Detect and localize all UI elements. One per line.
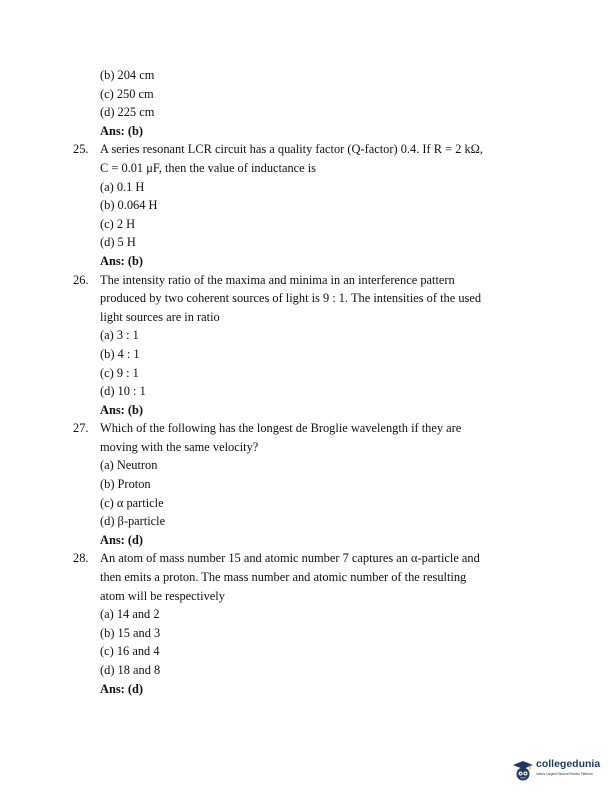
q28-option-d: (d) 18 and 8 <box>100 663 161 677</box>
q25-stem-line-1 <box>0 140 612 159</box>
q27-text-1: Which of the following has the longest de Broglie wavelength if they are <box>100 421 462 436</box>
q28-answer: Ans: (d) <box>100 681 144 696</box>
q25-answer: Ans: (b) <box>100 253 144 268</box>
q25-option-c: (c) 2 H <box>100 216 136 231</box>
q24-option-c: (c) 250 cm <box>100 86 154 101</box>
q26-option-a: (a) 3 : 1 <box>100 328 139 343</box>
q26-text-1: The intensity ratio of the maxima and minima in an interference pattern <box>100 272 455 287</box>
graduate-mascot-icon <box>512 760 534 782</box>
q28-option-b: (b) 15 and 3 <box>100 625 161 640</box>
q24-option-d: (d) 225 cm <box>100 105 155 120</box>
q26-answer: Ans: (b) <box>100 402 144 417</box>
q28-option-a: (a) 14 and 2 <box>100 607 160 622</box>
q26-option-c: (c) 9 : 1 <box>100 365 139 380</box>
q26-option-b: (b) 4 : 1 <box>100 346 140 361</box>
q27-option-b: (b) Proton <box>100 477 151 492</box>
q26-stem-line-2: produced by two coherent sources of light is 9 : 1. The intensities of the used <box>100 291 482 306</box>
q25-option-d: (d) 5 H <box>100 235 136 250</box>
q26-stem-line-3: light sources are in ratio <box>100 309 220 324</box>
q28-number: 28. <box>73 551 89 566</box>
q26-option-d: (d) 10 : 1 <box>100 384 146 399</box>
q24-answer: Ans: (b) <box>100 123 144 138</box>
q27-stem-line-1 <box>0 419 612 438</box>
q28-stem-line-1 <box>0 549 612 568</box>
q27-option-d: (d) β-particle <box>100 514 166 529</box>
q28-option-c: (c) 16 and 4 <box>100 644 160 659</box>
collegedunia-logo <box>512 756 610 784</box>
q27-option-a: (a) Neutron <box>100 458 158 473</box>
q27-answer: Ans: (d) <box>100 532 144 547</box>
q26-stem-line-1 <box>0 271 612 290</box>
q27-stem-line-2: moving with the same velocity? <box>100 439 259 454</box>
brand-tagline: India's Largest Student Review Platform <box>536 772 593 776</box>
q27-number: 27. <box>73 421 89 436</box>
q25-stem-line-2: C = 0.01 μF, then the value of inductance is <box>100 160 317 175</box>
q25-number: 25. <box>73 142 89 157</box>
q25-option-b: (b) 0.064 H <box>100 198 158 213</box>
q25-option-a: (a) 0.1 H <box>100 179 145 194</box>
q25-text-1: A series resonant LCR circuit has a quality factor (Q-factor) 0.4. If R = 2 kΩ, <box>100 142 483 157</box>
q28-stem-line-2: then emits a proton. The mass number and atomic number of the resulting <box>100 570 467 585</box>
q27-option-c: (c) α particle <box>100 495 164 510</box>
question-page <box>0 66 612 698</box>
q28-text-1: An atom of mass number 15 and atomic number 7 captures an α-particle and <box>100 551 480 566</box>
brand-name: collegedunia <box>536 758 601 770</box>
q26-number: 26. <box>73 272 89 287</box>
q24-option-b: (b) 204 cm <box>100 68 155 82</box>
q28-stem-line-3: atom will be respectively <box>100 588 225 603</box>
